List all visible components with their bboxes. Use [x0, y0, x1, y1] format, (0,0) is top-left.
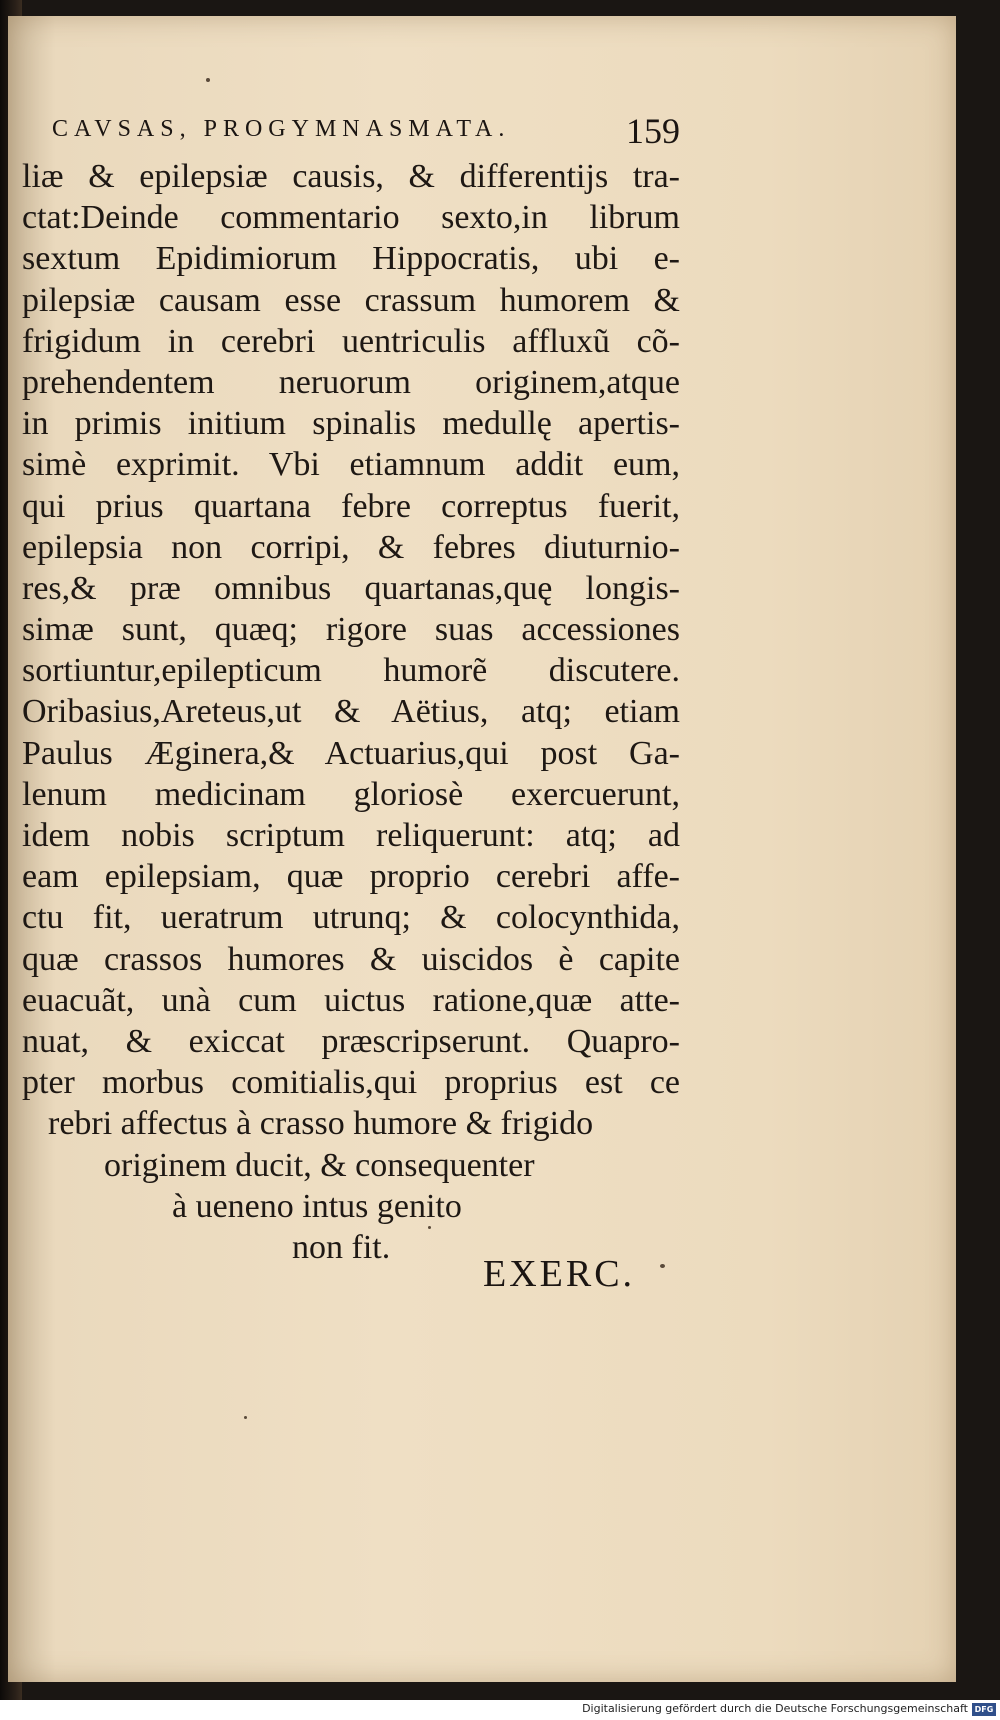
text-line: epilepsia non corripi, & febres diuturnio-	[22, 528, 680, 566]
text-line: Oribasius,Areteus,ut & Aëtius, atq; etiam	[22, 693, 680, 731]
text-line: ctat:Deinde commentario sexto,in librum	[22, 199, 680, 237]
text-line: Paulus Æginera,& Actuarius,qui post Ga-	[22, 734, 680, 772]
text-line-tapered: originem ducit, & consequenter	[104, 1146, 535, 1184]
text-line: eam epilepsiam, quæ proprio cerebri affe-	[22, 858, 680, 896]
text-line: frigidum in cerebri uentriculis affluxũ cõ-	[22, 322, 680, 360]
catchword: EXERC.	[483, 1253, 636, 1295]
text-line: sextum Epidimiorum Hippocratis, ubi e-	[22, 240, 680, 278]
text-line: simè exprimit. Vbi etiamnum addit eum,	[22, 446, 680, 484]
running-head: CAVSAS, PROGYMNASMATA.	[52, 116, 511, 142]
text-line: prehendentem neruorum originem,atque	[22, 363, 680, 401]
text-line: in primis initium spinalis medullę apertis-	[22, 405, 680, 443]
text-line: simæ sunt, quæq; rigore suas accessiones	[22, 611, 680, 649]
text-line-tapered: rebri affectus à crasso humore & frigido	[48, 1105, 594, 1143]
text-line: pilepsiæ causam esse crassum humorem &	[22, 281, 680, 319]
text-line: sortiuntur,epilepticum humorẽ discutere.	[22, 652, 680, 690]
text-line-tapered: à ueneno intus genito	[172, 1187, 462, 1225]
text-line: pter morbus comitialis,qui proprius est ce	[22, 1064, 680, 1102]
text-line: res,& præ omnibus quartanas,quę longis-	[22, 569, 680, 607]
text-line: ctu fit, ueratrum utrunq; & colocynthida,	[22, 899, 680, 937]
text-line: liæ & epilepsiæ causis, & differentijs tra-	[22, 158, 680, 195]
text-line: nuat, & exiccat præscripserunt. Quapro-	[22, 1022, 680, 1060]
paper-speck	[206, 78, 210, 82]
text-line: lenum medicinam gloriosè exercuerunt,	[22, 775, 680, 813]
text-line-tapered: non fit.	[292, 1228, 391, 1266]
text-line: euacuãt, unà cum uictus ratione,quæ atte-	[22, 981, 680, 1019]
dfg-logo-icon: DFG	[972, 1703, 996, 1716]
paper-speck	[244, 1416, 247, 1419]
page-text	[22, 156, 682, 1268]
text-line: idem nobis scriptum reliquerunt: atq; ad	[22, 817, 680, 854]
digitization-credit: Digitalisierung gefördert durch die Deutsche Forschungsgemeinschaft	[582, 1702, 968, 1715]
page-number: 159	[626, 111, 680, 151]
text-line: quæ crassos humores & uiscidos è capite	[22, 940, 680, 978]
text-line: qui prius quartana febre correptus fuerit,	[22, 487, 680, 525]
